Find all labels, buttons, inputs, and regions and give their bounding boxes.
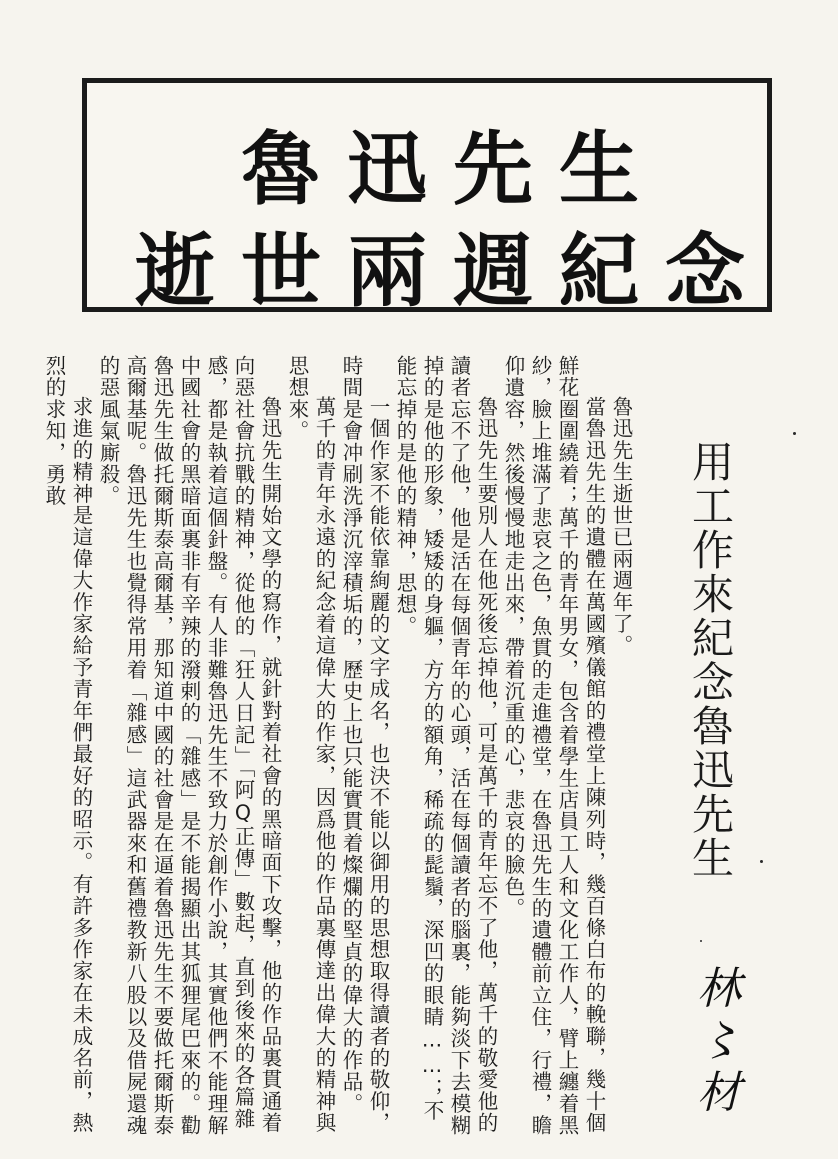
print-speck [760, 860, 763, 863]
paragraph-4: 一個作家不能依靠絢麗的文字成名，也決不能以御用的思想取得讀者的敬仰，時間是會冲刷洗淨沉滓積垢的，歷史上也只能實貫着燦爛的堅貞的偉大的作品。 [339, 355, 390, 1134]
paragraph-7: 求進的精神是這偉大作家給予青年們最好的昭示。有許多作家在未成名前，熱烈的求知，勇敢 [42, 355, 93, 1134]
paragraph-6: 魯迅先生開始文學的寫作，就針對着社會的黑暗面下攻擊，他的作品裏貫通着向惡社會抗戰的精神，從他的「狂人日記」「阿Q正傳」數起，直到後來的各篇雜感，都是執着這個針盤。有人非難魯迅先生不致力於創作小說，其實他們不能理解中國社會的黑暗面裏非有辛辣的潑剌的「雜感」是不能揭顯出其狐狸尾巴來的。勸魯迅先生做托爾斯泰高爾基，那知道中國的社會是在逼着魯迅先生不要做托爾斯泰高爾基呢。魯迅先生也覺得常用着「雜感」這武器來和舊禮教新八股以及借屍還魂的惡風氣廝殺。 [96, 355, 282, 1137]
paragraph-5: 萬千的青年永遠的紀念着這偉大的作家，因爲他的作品裏傳達出偉大的精神與思想來。 [285, 355, 336, 1134]
paragraph-3: 魯迅先生要別人在他死後忘掉他，可是萬千的青年忘不了他，萬千的敬愛他的讀者忘不了他，他是活在每個青年的心頭，活在每個讀者的腦裏，能夠淡下去模糊掉的是他的形象，矮矮的身軀，方方的額角，稀疏的髭鬚，深凹的眼睛……；不能忘掉的是他的精神，思想。 [393, 355, 498, 1137]
article-subtitle: 用工作來紀念魯迅先生 [686, 440, 735, 880]
title-box [82, 78, 772, 318]
title-line-2: 逝世兩週紀念 [135, 225, 771, 318]
paragraph-2: 當魯迅先生的遺體在萬國殯儀館的禮堂上陳列時，幾百條白布的輓聯，幾十個鮮花圈圍繞着；萬千的青年男女，包含着學生店員工人和文化工作人，臂上纏着黑紗，臉上堆滿了悲哀之色，魚貫的走進禮堂，在魯迅先生的遺體前立住，行禮，瞻仰遺容，然後慢慢地走出來，帶着沉重的心，悲哀的臉色。 [501, 355, 606, 1137]
print-speck [700, 940, 702, 942]
paragraph-1: 魯迅先生逝世已兩週年了。 [609, 396, 633, 657]
print-speck [793, 432, 796, 435]
article-body [42, 355, 634, 1140]
title-line-1: 魯迅先生 [241, 123, 665, 216]
author-signature: 林〻材 [689, 965, 740, 1121]
